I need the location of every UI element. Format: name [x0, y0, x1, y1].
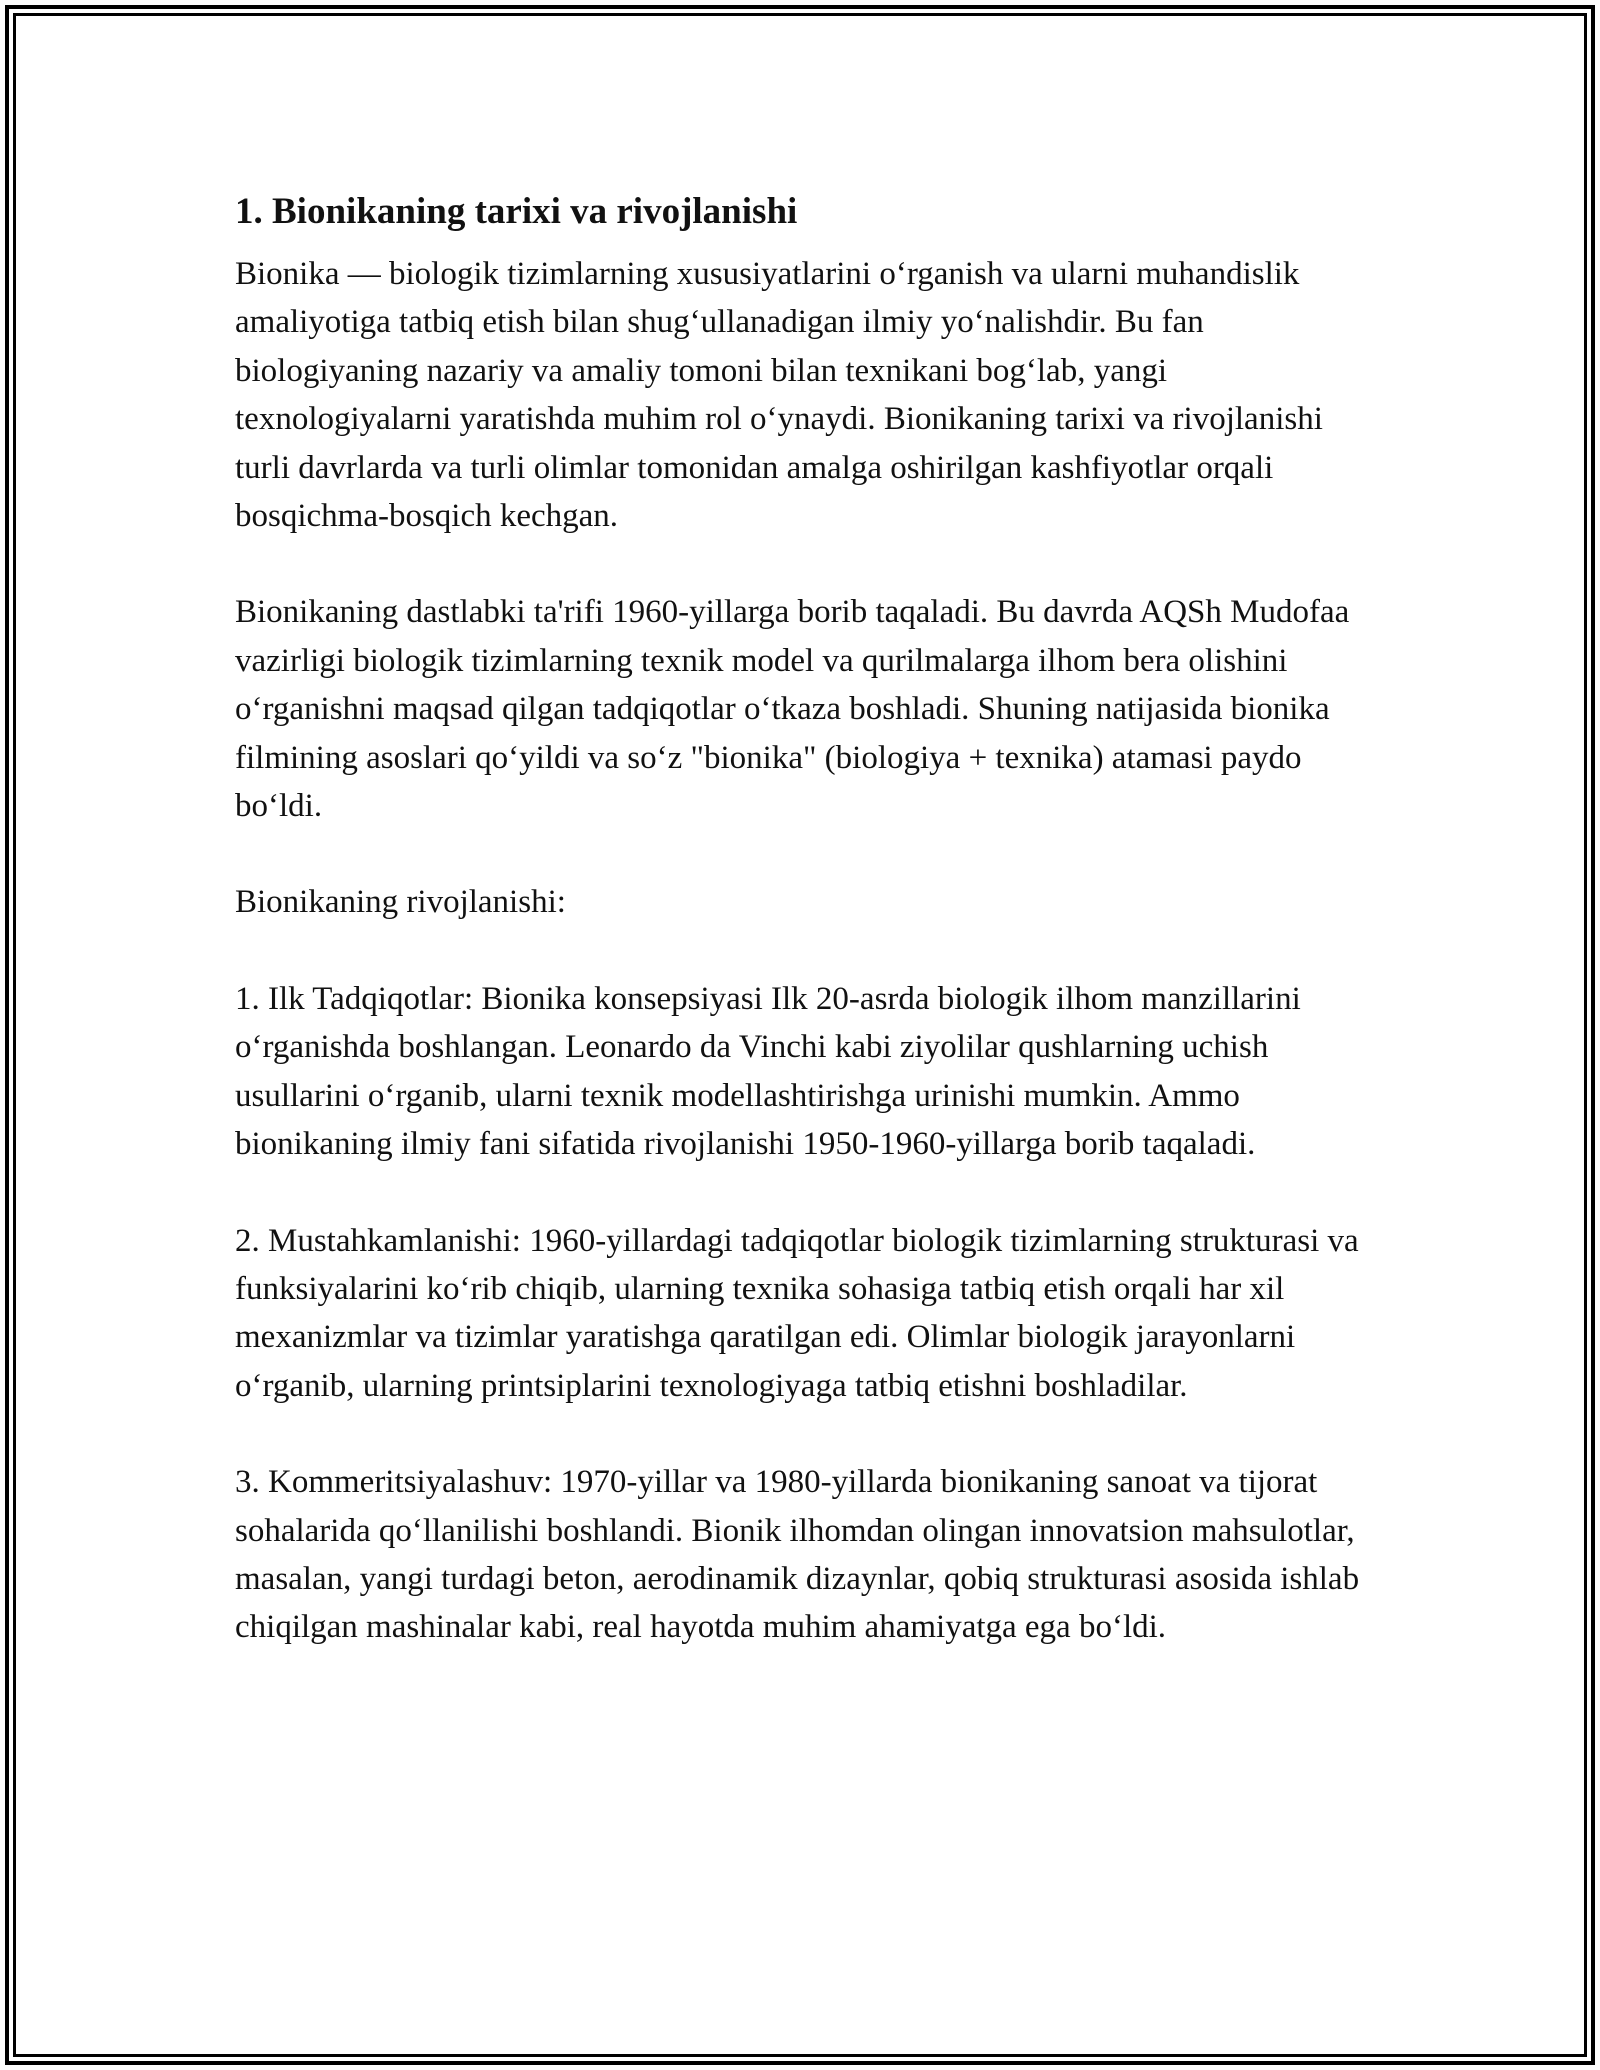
paragraph-development-title: Bionikaning rivojlanishi:: [235, 884, 566, 921]
document-body: [235, 188, 1375, 1700]
section-heading: 1. Bionikaning tarixi va rivojlanishi: [235, 191, 798, 232]
paragraph-definition: Bionikaning dastlabki ta'rifi 1960-yillarga borib taqaladi. Bu davrda AQSh Mudofaa vazirligi biologik tizimlarning texnik model va qurilmalarga ilhom bera olishini o‘rganishni maqsad qilgan tadqiqotlar o‘tkaza boshladi. Shuning natijasida bionika filmining asoslari qo‘yildi va so‘z "bionika" (biologiya + texnika) atamasi paydo bo‘ldi.: [235, 594, 1350, 825]
paragraph-intro: Bionika — biologik tizimlarning xususiyatlarini o‘rganish va ularni muhandislik amaliyotiga tatbiq etish bilan shug‘ullanadigan ilmiy yo‘nalishdir. Bu fan biologiyaning nazariy va amaliy tomoni bilan texnikani bog‘lab, yangi texnologiyalarni yaratishda muhim rol o‘ynaydi. Bionikaning tarixi va rivojlanishi turli davrlarda va turli olimlar tomonidan amalga oshirilgan kashfiyotlar orqali bosqichma-bosqich kechgan.: [235, 256, 1323, 535]
paragraph-early-research: 1. Ilk Tadqiqotlar: Bionika konsepsiyasi Ilk 20-asrda biologik ilhom manzillarini o‘rganishda boshlangan. Leonardo da Vinchi kabi ziyolilar qushlarning uchish usullarini o‘rganib, ularni texnik modellashtirishga urinishi mumkin. Ammo bionikaning ilmiy fani sifatida rivojlanishi 1950-1960-yillarga borib taqaladi.: [235, 980, 1301, 1163]
paragraph-commercialization: 3. Kommeritsiyalashuv: 1970-yillar va 1980-yillarda bionikaning sanoat va tijorat sohalarida qo‘llanilishi boshlandi. Bionik ilhomdan olingan innovatsion mahsulotlar, masalan, yangi turdagi beton, aerodinamik dizaynlar, qobiq strukturasi asosida ishlab chiqilgan mashinalar kabi, real hayotda muhim ahamiyatga ega bo‘ldi.: [235, 1464, 1360, 1646]
paragraph-consolidation: 2. Mustahkamlanishi: 1960-yillardagi tadqiqotlar biologik tizimlarning strukturasi va funksiyalarini ko‘rib chiqib, ularning texnika sohasiga tatbiq etish orqali har xil mexanizmlar va tizimlar yaratishga qaratilgan edi. Olimlar biologik jarayonlarni o‘rganib, ularning printsiplarini texnologiyaga tatbiq etishni boshladilar.: [235, 1222, 1359, 1404]
